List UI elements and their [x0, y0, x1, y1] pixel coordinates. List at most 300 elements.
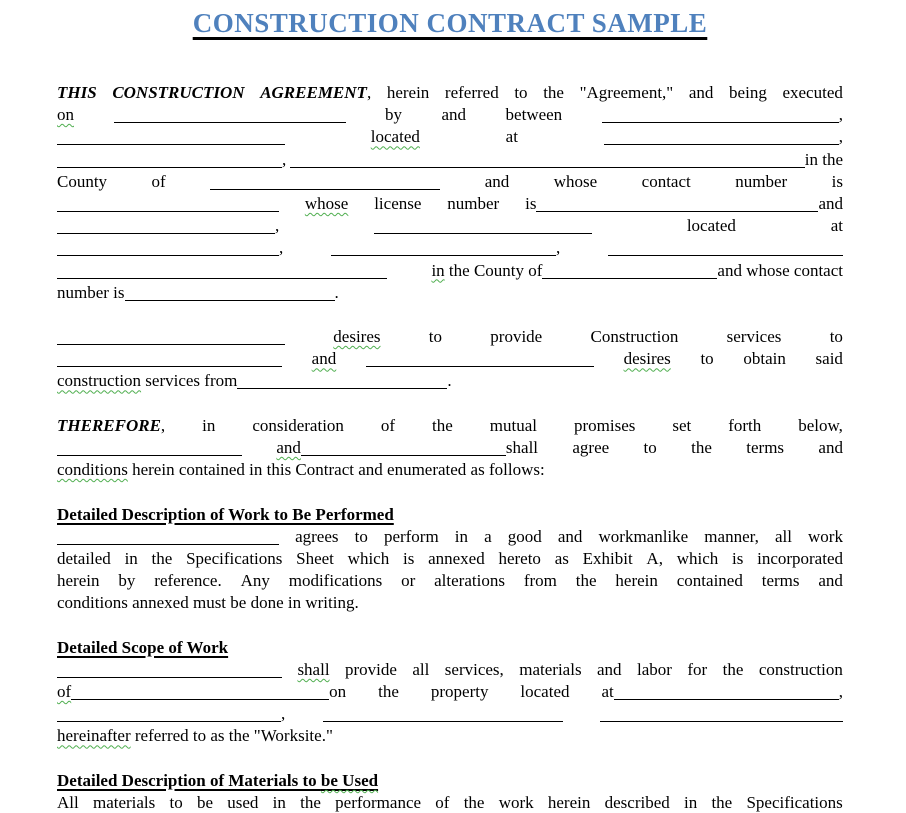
text-segment: and whose contact [717, 260, 843, 280]
text-segment: provide [490, 327, 543, 347]
blank-field[interactable] [57, 167, 282, 168]
text-group [637, 659, 672, 681]
blank-field[interactable] [57, 278, 387, 279]
text-group [832, 171, 843, 193]
text-line [57, 548, 843, 570]
text-segment: herein contained in this Contract and enumerated as follows: [127, 460, 545, 480]
text-group [599, 526, 689, 548]
text-group [808, 526, 843, 548]
text-segment: located [520, 682, 570, 702]
text-group [574, 415, 635, 437]
text-segment: in [683, 793, 698, 812]
text-group [543, 82, 564, 104]
text-group [555, 548, 569, 570]
text-group [335, 792, 421, 813]
text-segment: conditions [57, 460, 128, 480]
text-group [506, 104, 563, 126]
text-segment: in [454, 526, 469, 546]
text-group [57, 548, 111, 570]
text-segment: , [275, 216, 280, 236]
text-segment: . [447, 371, 452, 391]
text-group [591, 326, 679, 348]
text-segment: property [430, 682, 489, 702]
blank-field[interactable] [331, 255, 556, 256]
text-group [345, 659, 397, 681]
blank-field[interactable] [602, 122, 839, 123]
text-segment: manner, [704, 526, 759, 546]
text-segment: annexed [428, 548, 485, 568]
blank-field[interactable] [57, 211, 279, 212]
text-segment: A, [646, 548, 663, 568]
text-segment: the [378, 682, 399, 702]
text-group [506, 126, 518, 148]
text-group [711, 792, 732, 813]
blank-field[interactable] [366, 366, 594, 367]
text-segment: provide [344, 659, 397, 679]
text-group [704, 526, 759, 548]
document-content [57, 0, 843, 813]
text-group [445, 659, 504, 681]
text-segment: number [735, 171, 788, 191]
text-group [442, 104, 467, 126]
text-group [604, 126, 843, 148]
text-line [57, 725, 843, 747]
text-segment: work [808, 526, 843, 546]
text-group [152, 171, 166, 193]
text-segment: on [57, 105, 74, 125]
text-segment: CONSTRUCTION [112, 83, 245, 102]
text-group [432, 415, 453, 437]
text-group [484, 526, 492, 548]
text-segment: agree [572, 438, 610, 457]
text-group [746, 792, 842, 813]
text-segment: materials [92, 793, 156, 812]
text-segment: contact [641, 171, 691, 191]
text-group [297, 659, 329, 681]
text-segment: Detailed Scope of Work [57, 637, 229, 657]
text-group [798, 415, 843, 437]
text-group [331, 237, 560, 259]
text-segment: THEREFORE [57, 415, 161, 435]
text-group [435, 792, 449, 813]
blank-field[interactable] [600, 721, 843, 722]
text-segment: services from [141, 371, 238, 391]
text-group [210, 171, 440, 193]
text-segment: to [354, 526, 368, 546]
text-segment: and [818, 571, 843, 591]
text-segment: referred to as the "Worksite." [130, 726, 333, 746]
blank-field[interactable] [374, 233, 592, 234]
text-group [727, 326, 782, 348]
text-line [57, 770, 843, 792]
text-segment: mutual [489, 415, 538, 435]
text-segment: to [514, 83, 528, 102]
text-segment: Specifications [746, 793, 843, 812]
text-group [125, 548, 138, 570]
text-group [387, 82, 429, 104]
text-group [746, 437, 784, 459]
text-group [743, 348, 786, 370]
text-group [431, 681, 489, 703]
text-group [597, 659, 622, 681]
text-line [57, 149, 843, 171]
text-group [732, 548, 743, 570]
text-segment: a [484, 526, 492, 546]
document-title [57, 6, 843, 40]
text-segment: all [774, 526, 792, 546]
text-group [112, 82, 244, 104]
text-group [700, 348, 713, 370]
text-line [57, 459, 843, 481]
text-line [57, 260, 843, 282]
text-segment: at [830, 216, 843, 236]
text-group [57, 526, 279, 548]
text-segment: agrees [295, 526, 339, 546]
blank-field[interactable] [301, 455, 506, 456]
text-segment: in [202, 415, 216, 435]
text-segment: of [57, 682, 72, 702]
text-segment: Sheet [296, 548, 334, 568]
text-segment: contained [676, 571, 743, 591]
text-segment: Any [240, 571, 270, 591]
text-segment: in [431, 260, 445, 280]
text-segment: . [334, 282, 339, 302]
text-group [57, 504, 394, 526]
text-segment: County [57, 171, 108, 191]
text-group [57, 370, 452, 392]
text-group [93, 792, 155, 813]
text-line [57, 282, 843, 304]
text-group [355, 526, 368, 548]
text-group [691, 437, 712, 459]
text-group [403, 548, 414, 570]
text-segment: which [347, 548, 390, 568]
text-group [57, 659, 282, 681]
text-group [260, 82, 371, 104]
blank-field[interactable] [57, 366, 282, 367]
text-segment: alterations [434, 571, 505, 591]
blank-field[interactable] [71, 699, 329, 700]
text-group [601, 681, 843, 703]
text-group [57, 282, 339, 304]
text-group [646, 548, 663, 570]
text-group [118, 570, 135, 592]
text-line [57, 637, 843, 659]
text-group [57, 592, 359, 614]
paragraph [57, 659, 843, 748]
text-segment: and [818, 438, 843, 457]
text-segment: to [428, 327, 443, 347]
text-segment: described [604, 793, 670, 812]
text-group [490, 415, 537, 437]
text-segment: shall [505, 438, 539, 457]
text-group [186, 548, 282, 570]
blank-field[interactable] [57, 344, 285, 345]
text-group [57, 149, 286, 171]
text-segment: the [722, 659, 744, 679]
text-segment: number [447, 193, 500, 213]
text-segment: desires [623, 349, 671, 369]
text-group [57, 437, 242, 459]
text-group [385, 104, 402, 126]
text-segment: to [169, 793, 183, 812]
text-segment: the [543, 83, 564, 102]
text-segment: executed [782, 83, 843, 102]
text-segment: the [300, 793, 321, 812]
text-group [378, 681, 399, 703]
text-segment: and [597, 659, 622, 679]
text-group [782, 82, 842, 104]
text-group [818, 570, 843, 592]
text-segment: is [525, 193, 537, 213]
text-group [644, 437, 657, 459]
text-group [57, 193, 279, 215]
text-group [384, 526, 439, 548]
text-segment: used [227, 793, 259, 812]
blank-field[interactable] [542, 278, 717, 279]
section-heading [57, 770, 843, 792]
text-segment: hereinafter [57, 726, 131, 746]
text-segment: all [412, 659, 430, 679]
blank-field[interactable] [57, 677, 282, 678]
text-group [434, 570, 505, 592]
text-segment: "Agreement," [579, 83, 674, 102]
text-segment: from [523, 571, 557, 591]
text-group [312, 348, 337, 370]
text-segment: of [151, 171, 166, 191]
text-segment: set [672, 415, 692, 435]
text-segment: located [370, 127, 420, 147]
text-group [580, 82, 674, 104]
text-group [677, 548, 719, 570]
text-group [57, 703, 285, 725]
text-segment: be [196, 793, 214, 812]
text-segment: the [151, 548, 173, 568]
text-group [818, 437, 843, 459]
blank-field[interactable] [604, 144, 839, 145]
text-segment: Detailed Description of Materials to [57, 770, 321, 790]
text-group [445, 82, 499, 104]
text-group [374, 193, 421, 215]
text-group [485, 171, 510, 193]
text-segment: services [726, 327, 782, 347]
text-segment: referred [444, 83, 499, 102]
text-group [525, 193, 843, 215]
paragraph [57, 326, 843, 393]
blank-field[interactable] [290, 167, 805, 168]
text-segment: terms [761, 571, 800, 591]
text-group [554, 171, 597, 193]
text-group [296, 548, 334, 570]
text-group [348, 548, 390, 570]
text-group [57, 348, 282, 370]
text-group [464, 792, 485, 813]
text-segment: as [554, 548, 569, 568]
text-group [323, 703, 563, 725]
text-line [57, 681, 843, 703]
text-group [520, 681, 569, 703]
text-segment: promises [573, 415, 636, 435]
text-group [642, 171, 691, 193]
text-segment: to [829, 327, 843, 347]
text-segment: in [272, 793, 286, 812]
text-group [759, 659, 843, 681]
text-segment: the [691, 438, 712, 457]
text-group [290, 149, 843, 171]
text-group [508, 526, 542, 548]
text-group [558, 526, 583, 548]
text-segment: at [505, 127, 518, 147]
text-group [371, 126, 420, 148]
text-group [608, 237, 843, 259]
section-heading [57, 504, 843, 526]
text-group [57, 171, 107, 193]
paragraph [57, 415, 843, 482]
text-segment: to [700, 349, 714, 369]
text-segment: herein [57, 571, 100, 591]
text-segment: Exhibit [582, 548, 633, 568]
text-group [605, 792, 670, 813]
text-segment: shall [297, 659, 330, 679]
text-segment: and [441, 105, 467, 125]
text-segment: modifications [288, 571, 383, 591]
text-group [197, 792, 213, 813]
text-line [57, 526, 843, 548]
text-group [677, 570, 743, 592]
text-segment: Specifications [186, 548, 283, 568]
text-group [447, 193, 499, 215]
text-group [572, 437, 609, 459]
blank-field[interactable] [57, 721, 281, 722]
text-group [252, 415, 344, 437]
text-segment: herein [386, 83, 430, 102]
text-group [295, 526, 338, 548]
text-segment: workmanlike [598, 526, 689, 546]
text-segment: terms [746, 438, 785, 457]
text-group [514, 82, 527, 104]
blank-field[interactable] [536, 211, 818, 212]
text-segment: by [118, 571, 136, 591]
text-group [57, 260, 387, 282]
text-line [57, 326, 843, 348]
text-group [490, 326, 542, 348]
text-group [729, 82, 767, 104]
text-segment: and [276, 438, 301, 457]
text-segment: detailed [57, 548, 111, 568]
text-line [57, 348, 843, 370]
text-line [57, 171, 843, 193]
blank-field[interactable] [237, 388, 447, 389]
text-segment: between [505, 105, 563, 125]
text-segment: , [838, 127, 843, 147]
text-group [401, 570, 415, 592]
text-segment: of [380, 415, 396, 435]
text-segment: of [435, 793, 450, 812]
blank-field[interactable] [114, 122, 346, 123]
text-group [333, 326, 380, 348]
text-group [615, 570, 657, 592]
text-segment: at [601, 682, 614, 702]
text-group [57, 770, 378, 792]
text-segment: and [688, 83, 714, 102]
text-segment: forth [728, 415, 762, 435]
text-group [374, 215, 592, 237]
text-segment: in [124, 548, 138, 568]
text-line [57, 215, 843, 237]
text-segment: whose [553, 171, 598, 191]
text-group [455, 526, 468, 548]
text-segment: the [711, 793, 733, 812]
blank-field[interactable] [323, 721, 563, 722]
text-group [57, 82, 97, 104]
text-group [602, 104, 843, 126]
blank-field[interactable] [614, 699, 839, 700]
text-line [57, 792, 843, 813]
text-segment: , [556, 238, 561, 258]
text-group [524, 570, 557, 592]
text-group [576, 570, 597, 592]
text-segment: for [687, 659, 708, 679]
text-group [499, 792, 534, 813]
text-segment: conditions annexed must be done in writing. [57, 593, 359, 613]
blank-field[interactable] [57, 544, 279, 545]
text-segment: performance [335, 793, 422, 812]
text-line [57, 504, 843, 526]
text-segment: desires [333, 327, 381, 347]
text-segment: AGREEMENT [260, 83, 367, 102]
text-line [57, 437, 843, 459]
text-group [152, 548, 173, 570]
text-segment: Construction [590, 327, 679, 347]
text-group [831, 215, 843, 237]
text-group [816, 348, 843, 370]
document-body [57, 82, 843, 813]
blank-field[interactable] [125, 300, 335, 301]
text-group [289, 570, 382, 592]
text-group [689, 82, 714, 104]
document-title-text: CONSTRUCTION CONTRACT SAMPLE [192, 8, 708, 38]
text-segment: construction [57, 371, 142, 391]
text-segment: , [838, 682, 843, 702]
text-segment: incorporated [757, 548, 843, 568]
text-segment: THIS [57, 83, 97, 102]
text-line [57, 592, 843, 614]
text-segment: good [507, 526, 542, 546]
text-line [57, 237, 843, 259]
text-segment: license [374, 193, 422, 213]
text-group [757, 548, 843, 570]
text-group [57, 237, 283, 259]
text-group [687, 215, 736, 237]
blank-field[interactable] [57, 255, 279, 256]
text-group [305, 193, 348, 215]
text-segment: to [643, 438, 657, 457]
blank-field[interactable] [57, 233, 275, 234]
text-group [600, 703, 843, 725]
blank-field[interactable] [210, 189, 440, 190]
text-segment: herein [547, 793, 591, 812]
text-segment: or [401, 571, 416, 591]
text-group [170, 792, 183, 813]
text-segment: and [311, 349, 337, 369]
blank-field[interactable] [57, 144, 285, 145]
text-segment: being [729, 83, 767, 102]
blank-field[interactable] [608, 255, 843, 256]
text-group [762, 570, 800, 592]
text-segment: labor [636, 659, 672, 679]
blank-field[interactable] [57, 455, 242, 456]
text-group [412, 659, 429, 681]
